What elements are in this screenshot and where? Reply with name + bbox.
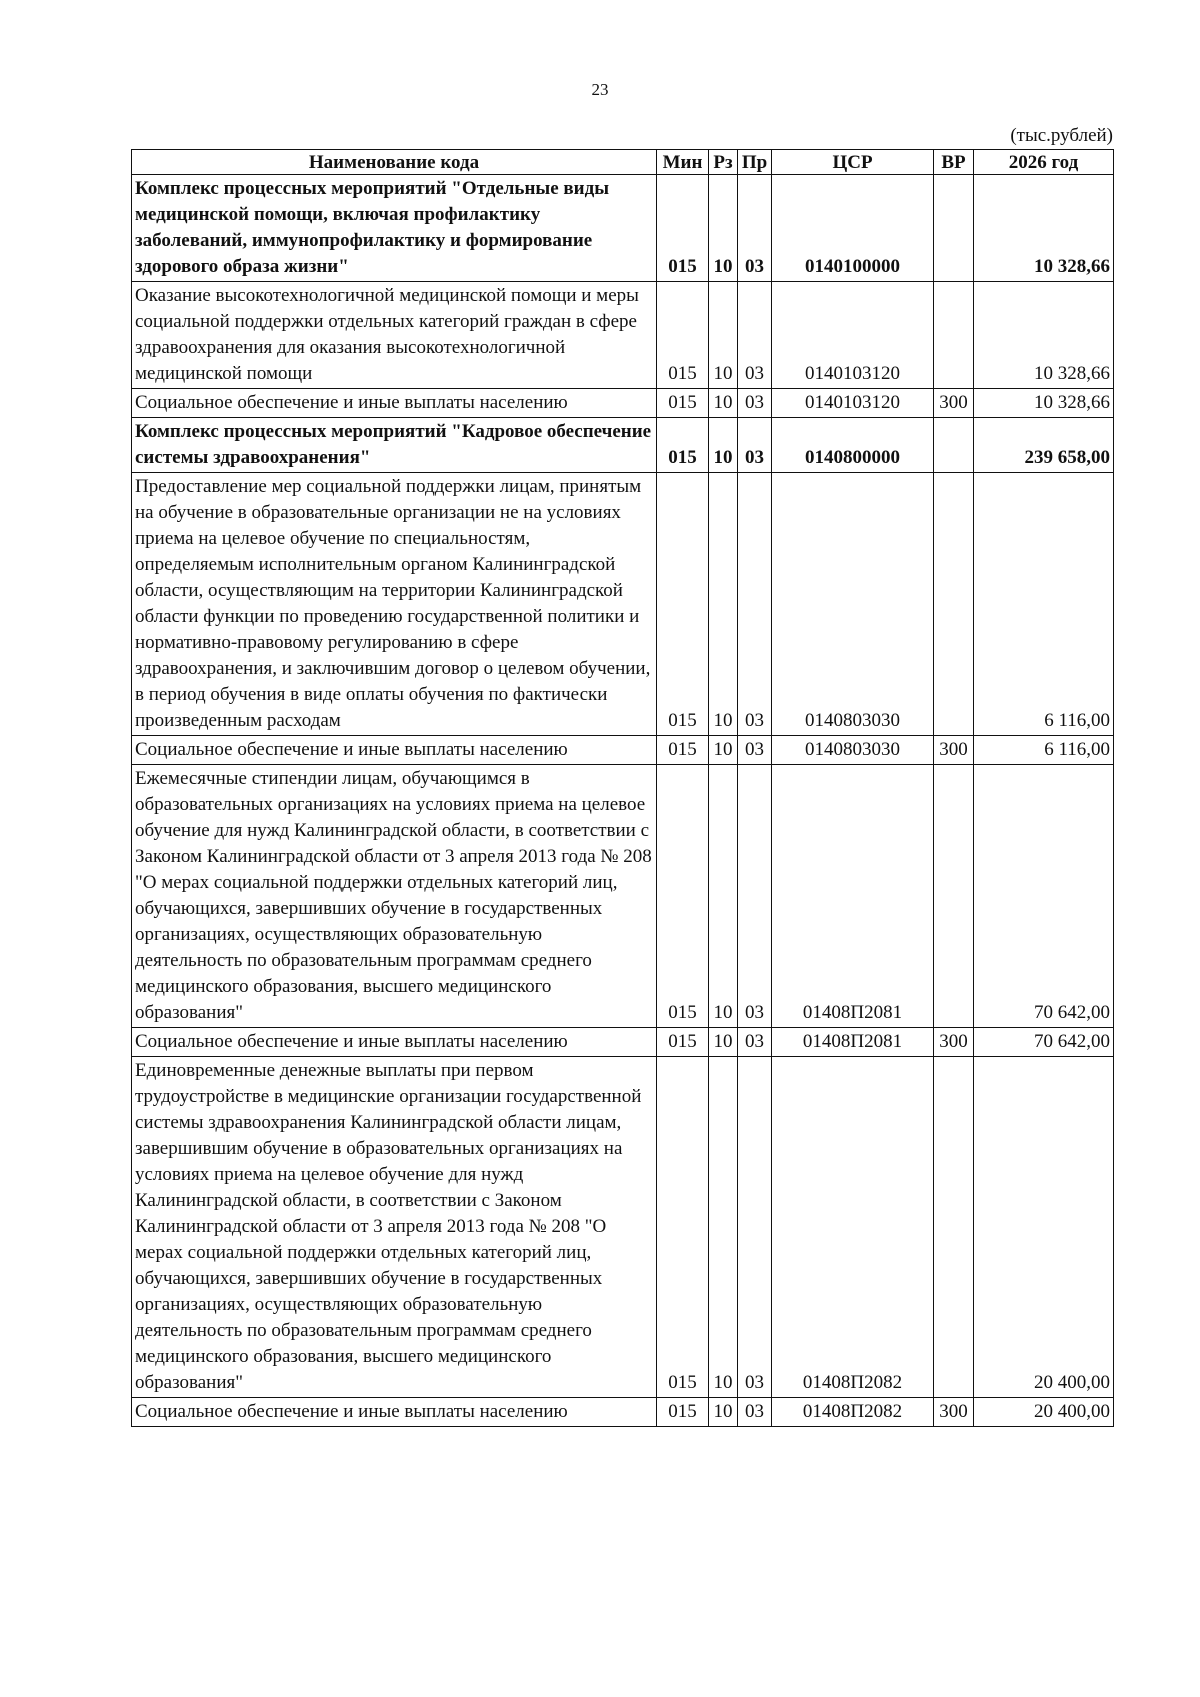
row-name: Предоставление мер социальной поддержки лицам, принятым на обучение в образовательные организации не на условиях приема на целевое обучение по специальностям, определяемым исполнительным органом Калининградской области, осуществляющим на территории Калининградской области функции по проведению государственной политики и нормативно-правовому регулированию в сфере здравоохранения, и заключившим договор о целевом обучении, в период обучения в виде оплаты обучения по фактически произведенным расходам — [132, 473, 657, 736]
row-amount: 10 328,66 — [974, 389, 1114, 418]
row-min: 015 — [657, 736, 709, 765]
row-min: 015 — [657, 1398, 709, 1427]
row-pr: 03 — [738, 418, 772, 473]
row-pr: 03 — [738, 389, 772, 418]
row-csr: 0140803030 — [772, 736, 934, 765]
table-row — [132, 765, 1114, 1028]
row-amount: 70 642,00 — [974, 1028, 1114, 1057]
row-csr: 0140103120 — [772, 389, 934, 418]
page-number: 23 — [591, 80, 609, 99]
table-row — [132, 1028, 1114, 1057]
row-rz: 10 — [709, 1028, 738, 1057]
row-amount: 20 400,00 — [974, 1057, 1114, 1398]
table-row — [132, 389, 1114, 418]
row-vr — [934, 282, 974, 389]
header-pr: Пр — [738, 150, 772, 175]
table-row — [132, 282, 1114, 389]
row-amount: 70 642,00 — [974, 765, 1114, 1028]
row-vr — [934, 473, 974, 736]
budget-table — [131, 149, 1114, 1427]
row-rz: 10 — [709, 1398, 738, 1427]
row-csr: 0140103120 — [772, 282, 934, 389]
row-pr: 03 — [738, 1057, 772, 1398]
row-min: 015 — [657, 282, 709, 389]
row-name: Социальное обеспечение и иные выплаты населению — [132, 1398, 657, 1427]
row-name: Ежемесячные стипендии лицам, обучающимся в образовательных организациях на условиях приема на целевое обучение для нужд Калининградской области, в соответствии с Законом Калининградской области от 3 апреля 2013 года № 208 "О мерах социальной поддержки отдельных категорий лиц, обучающихся, завершивших обучение в государственных организациях, осуществляющих образовательную деятельность по образовательным программам среднего медицинского образования, высшего медицинского образования" — [132, 765, 657, 1028]
row-pr: 03 — [738, 1398, 772, 1427]
table-row — [132, 418, 1114, 473]
row-min: 015 — [657, 418, 709, 473]
row-name: Комплекс процессных мероприятий "Кадровое обеспечение системы здравоохранения" — [132, 418, 657, 473]
row-pr: 03 — [738, 1028, 772, 1057]
row-min: 015 — [657, 175, 709, 282]
header-name: Наименование кода — [132, 150, 657, 175]
row-min: 015 — [657, 473, 709, 736]
row-rz: 10 — [709, 175, 738, 282]
table-row — [132, 175, 1114, 282]
row-name: Социальное обеспечение и иные выплаты населению — [132, 389, 657, 418]
row-rz: 10 — [709, 1057, 738, 1398]
table-row — [132, 1057, 1114, 1398]
row-rz: 10 — [709, 418, 738, 473]
row-pr: 03 — [738, 473, 772, 736]
units-note: (тыс.рублей) — [1010, 125, 1113, 146]
row-name: Социальное обеспечение и иные выплаты населению — [132, 736, 657, 765]
row-amount: 239 658,00 — [974, 418, 1114, 473]
row-vr: 300 — [934, 1028, 974, 1057]
row-csr: 0140803030 — [772, 473, 934, 736]
row-vr — [934, 418, 974, 473]
row-vr: 300 — [934, 736, 974, 765]
row-name: Единовременные денежные выплаты при первом трудоустройстве в медицинские организации государственной системы здравоохранения Калининградской области лицам, завершившим обучение в образовательных организациях на условиях приема на целевое обучение для нужд Калининградской области, в соответствии с Законом Калининградской области от 3 апреля 2013 года № 208 "О мерах социальной поддержки отдельных категорий лиц, обучающихся, завершивших обучение в государственных организациях, осуществляющих образовательную деятельность по образовательным программам среднего медицинского образования, высшего медицинского образования" — [132, 1057, 657, 1398]
header-row — [132, 150, 1114, 175]
row-min: 015 — [657, 765, 709, 1028]
header-min: Мин — [657, 150, 709, 175]
row-csr: 0140100000 — [772, 175, 934, 282]
row-csr: 01408П2081 — [772, 1028, 934, 1057]
row-rz: 10 — [709, 282, 738, 389]
row-amount: 10 328,66 — [974, 175, 1114, 282]
row-pr: 03 — [738, 736, 772, 765]
row-vr — [934, 1057, 974, 1398]
table-row — [132, 1398, 1114, 1427]
table-row — [132, 473, 1114, 736]
row-amount: 6 116,00 — [974, 736, 1114, 765]
row-csr: 01408П2082 — [772, 1398, 934, 1427]
row-pr: 03 — [738, 175, 772, 282]
row-csr: 0140800000 — [772, 418, 934, 473]
row-vr: 300 — [934, 1398, 974, 1427]
row-vr: 300 — [934, 389, 974, 418]
row-vr — [934, 175, 974, 282]
row-csr: 01408П2082 — [772, 1057, 934, 1398]
row-rz: 10 — [709, 389, 738, 418]
row-rz: 10 — [709, 736, 738, 765]
row-amount: 10 328,66 — [974, 282, 1114, 389]
row-name: Оказание высокотехнологичной медицинской помощи и меры социальной поддержки отдельных категорий граждан в сфере здравоохранения для оказания высокотехнологичной медицинской помощи — [132, 282, 657, 389]
row-amount: 20 400,00 — [974, 1398, 1114, 1427]
row-vr — [934, 765, 974, 1028]
row-pr: 03 — [738, 765, 772, 1028]
header-rz: Рз — [709, 150, 738, 175]
table-row — [132, 736, 1114, 765]
row-min: 015 — [657, 389, 709, 418]
row-amount: 6 116,00 — [974, 473, 1114, 736]
row-min: 015 — [657, 1028, 709, 1057]
row-pr: 03 — [738, 282, 772, 389]
row-csr: 01408П2081 — [772, 765, 934, 1028]
row-min: 015 — [657, 1057, 709, 1398]
row-name: Комплекс процессных мероприятий "Отдельные виды медицинской помощи, включая профилактику заболеваний, иммунопрофилактику и формирование здорового образа жизни" — [132, 175, 657, 282]
row-rz: 10 — [709, 473, 738, 736]
row-rz: 10 — [709, 765, 738, 1028]
header-vr: ВР — [934, 150, 974, 175]
header-csr: ЦСР — [772, 150, 934, 175]
row-name: Социальное обеспечение и иные выплаты населению — [132, 1028, 657, 1057]
header-year: 2026 год — [974, 150, 1114, 175]
